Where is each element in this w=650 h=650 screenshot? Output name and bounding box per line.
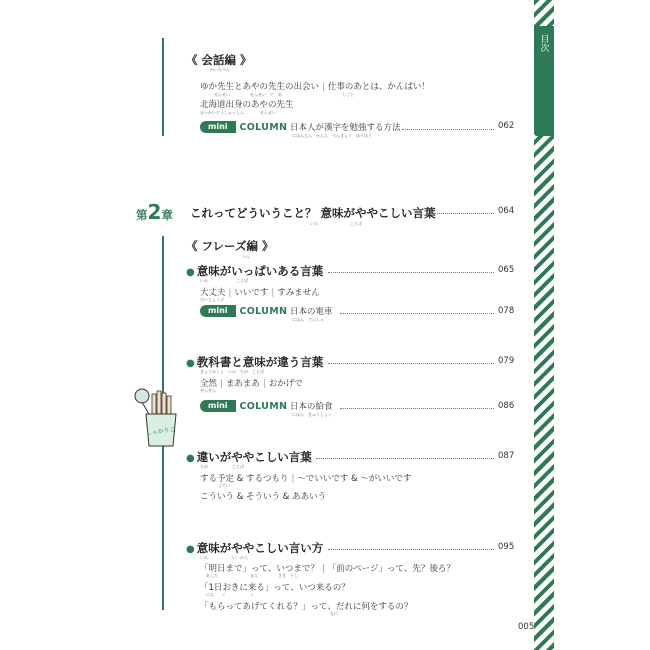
phrase-list: 「1日おきに来る」って、いつ来るの？ [200,583,350,593]
page-number: 087 [498,451,515,461]
ruby: なに [330,611,338,616]
toc-tab[interactable] [534,26,554,136]
ruby: しごと [342,92,354,97]
kaiwa-item: ゆか先生とあやの先生の出会い | 仕事のあとは、かんぱい！ [200,82,430,92]
ruby: ちが ことば [200,464,244,469]
ruby: よてい [218,483,230,488]
phrase-list: 「明日まで」って、いつまで？ | 「前のページ」って、先？後ろ？ [200,564,455,574]
phrase-list: する予定 & するつもり | 〜でいいです & 〜がいいです [200,474,412,484]
ruby: いみ ことば [200,278,248,283]
page-number: 065 [498,265,515,275]
section-heading[interactable]: ● 意味がいっぱいある言葉 [186,264,324,278]
page-number: 086 [498,401,515,411]
leader-dots [328,272,494,273]
page-footer-number: 005 [518,622,535,632]
leader-dots [328,549,494,550]
ruby: ぜんぜん [200,388,216,393]
ruby: かいわへん [210,67,230,72]
column-link[interactable]: 日本の電車 [290,307,333,317]
column-link[interactable]: 日本の給食 [290,402,333,412]
page-number: 064 [498,206,515,216]
chapter-title[interactable]: これってどういうこと？ 意味がややこしい言葉 [190,206,436,220]
section-heading[interactable]: ● 意味がややこしい言い方 [186,541,324,555]
ruby: へん [242,254,250,259]
ruby: にほん でんしゃ [292,317,324,322]
kaiwa-title: 《 会話編 》 [186,53,252,67]
page-number: 079 [498,356,515,366]
leader-dots [402,129,494,130]
page-number: 062 [498,121,515,131]
page-number: 078 [498,306,515,316]
ruby: いみ ことば [310,221,362,226]
mini-column-badge: mini COLUMN [200,400,287,412]
mini-column-badge: mini COLUMN [200,305,287,317]
section-heading[interactable]: ● 違いがややこしい言葉 [186,450,312,464]
phrase-list: こういう & そういう & ああいう [200,492,327,502]
ruby: いみ い かた [200,555,248,560]
leader-dots [340,408,494,409]
section-line [162,38,164,136]
ruby: ほっかいどうしゅっしん せんせい [200,110,276,115]
ruby: だいじょうぶ [200,297,224,302]
phrase-title: 《 フレーズ編 》 [186,239,274,253]
leader-dots [328,363,494,364]
toc-tab-label: 目次 [538,34,549,52]
section-heading[interactable]: ● 教科書と意味が違う言葉 [186,355,324,369]
leader-dots [316,458,494,459]
leader-dots [430,213,494,214]
kaiwa-item: 北海道出身のあやの先生 [200,100,294,110]
column-link[interactable]: 日本人が漢字を勉強する方法 [290,123,401,133]
ruby: せんせい せんせい で あ [214,92,282,97]
phrase-list: 「もらってあげてくれる？」って、だれに何をするの？ [200,602,413,612]
leader-dots [340,313,494,314]
chapter-heading: 第2章 [136,200,173,224]
ruby: にほんじん かんじ べんきょう ほうほう [292,133,372,138]
mascot-cup-illustration [128,386,190,448]
ruby: にほん きゅうしょく [292,412,332,417]
phrase-list: 大丈夫 | いいです | すみません [200,288,320,298]
ruby: にち く く [206,592,254,597]
ruby: きょうかしょ いみ ちが ことば [200,369,264,374]
mini-column-badge: mini COLUMN [200,121,287,133]
mascot-label: しゃかりこ [145,425,177,438]
page-number: 095 [498,542,515,552]
ruby: あした まえ さき うし [206,573,298,578]
phrase-list: 全然 | まあまあ | おかげで [200,379,303,389]
